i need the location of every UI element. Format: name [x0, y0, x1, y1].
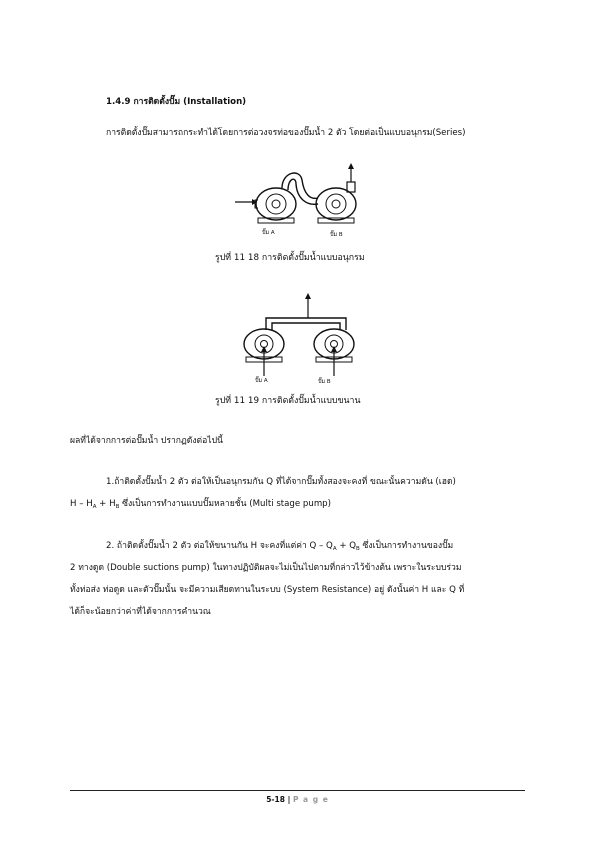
fig2-label-a: ปั๊ม A	[255, 378, 268, 384]
item2-line2: 2 ทางดูด (Double suctions pump) ในทางปฏิบัติผลจะไม่เป็นไปตามที่กล่าวไว้ข้างต้น เพราะในระบบร่วม	[70, 563, 462, 573]
series-pump-figure	[230, 160, 370, 245]
footer-rule	[70, 790, 525, 791]
item2-line1: 2. ถ้าติดตั้งปั๊มน้ำ 2 ตัว ต่อให้ขนานกัน H จะคงที่แต่ค่า $Q - Q_A + Q_B$ ซึ่งเป็นการทำงานของปั๊ม	[106, 541, 454, 552]
fig2-label-b: ปั๊ม B	[318, 379, 331, 385]
item2-line3: ทั้งท่อส่ง ท่อดูด และตัวปั๊มนั้น จะมีความเสียดทานในระบบ (System Resistance) อยู่ ดังนั้นค่า H และ Q ที่	[70, 585, 465, 595]
item2-line4: ได้ก็จะน้อยกว่าค่าที่ได้จากการคำนวณ	[70, 607, 211, 617]
item1-line2: $H - H_A + H_B$ ซึ่งเป็นการทำงานแบบปั๊มหลายชั้น (Multi stage pump)	[70, 499, 331, 510]
fig1-label-b: ปั๊ม B	[330, 232, 343, 238]
section-heading: 1.4.9 การติดตั้งปั๊ม (Installation)	[106, 97, 247, 107]
page-footer: 5-18 | P a g e	[266, 795, 329, 804]
intro-paragraph: การติดตั้งปั๊มสามารถกระทำได้โดยการต่อวงจรท่อของปั๊มน้ำ 2 ตัว โดยต่อเป็นแบบอนุกรม(Series)	[106, 128, 466, 138]
figure1-caption: รูปที่ 11 18 การติดตั้งปั๊มน้ำแบบอนุกรม	[215, 253, 365, 263]
figure2-caption: รูปที่ 11 19 การติดตั้งปั๊มน้ำแบบขนาน	[215, 396, 361, 406]
parallel-pump-figure	[236, 290, 366, 380]
page-number: 5-18	[266, 795, 285, 804]
pump-a-drawing	[255, 188, 296, 223]
pump-b-drawing	[316, 182, 356, 223]
fig1-label-a: ปั๊ม A	[262, 230, 275, 236]
item1-line1: 1.ถ้าติดตั้งปั๊มน้ำ 2 ตัว ต่อให้เป็นอนุกรมกัน Q ที่ได้จากปั๊มทั้งสองจะคงที่ ขณะนั้นความดัน (เฮด)	[106, 477, 456, 487]
results-heading: ผลที่ได้จากการต่อปั๊มน้ำ ปรากฏดังต่อไปนี้	[70, 436, 223, 446]
page-word: P a g e	[292, 795, 329, 804]
